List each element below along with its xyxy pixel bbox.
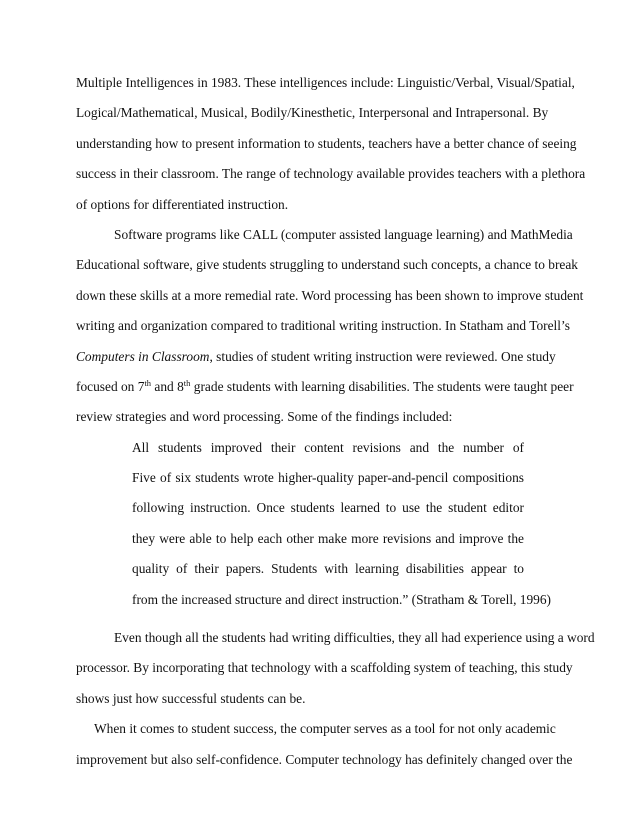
superscript: th xyxy=(144,377,152,388)
paragraph-student-success xyxy=(76,714,573,775)
text-line: Multiple Intelligences in 1983. These intelligences include: Linguistic/Verbal, Visual/Spatial, xyxy=(76,75,575,90)
superscript: th xyxy=(183,377,191,388)
quote-line: following instruction. Once students learned to use the student editor xyxy=(132,500,524,516)
quote-line: Five of six students wrote higher-quality paper-and-pencil compositions xyxy=(132,470,524,486)
text-line xyxy=(76,342,560,372)
text-line: shows just how successful students can be. xyxy=(76,690,306,706)
text-line: improvement but also self-confidence. Computer technology has definitely changed over the xyxy=(76,751,573,767)
quote-line: All students improved their content revisions and the number of xyxy=(132,439,524,455)
text-line: Even though all the students had writing difficulties, they all had experience using a word xyxy=(114,630,595,646)
text-line: Logical/Mathematical, Musical, Bodily/Kinesthetic, Interpersonal and Intrapersonal. By xyxy=(76,105,549,121)
text-fragment: focused on 7 xyxy=(76,378,145,394)
paragraph-writing-difficulties xyxy=(76,623,595,714)
paragraph-multiple-intelligences xyxy=(76,68,586,220)
text-line: Software programs like CALL (computer assisted language learning) and MathMedia xyxy=(114,226,573,242)
text-line: success in their classroom. The range of technology available provides teachers with a plethora xyxy=(76,166,586,182)
text-line: Educational software, give students struggling to understand such concepts, a chance to break xyxy=(76,257,578,273)
text-line: understanding how to present information to students, teachers have a better chance of seeing xyxy=(76,135,577,151)
text-line: writing and organization compared to traditional writing instruction. In Statham and Torell’s xyxy=(76,318,570,334)
text-line: processor. By incorporating that technology with a scaffolding system of teaching, this study xyxy=(76,660,573,676)
quote-line: they were able to help each other make more revisions and improve the xyxy=(132,530,524,546)
paragraph-software-programs xyxy=(76,220,584,433)
text-fragment: and 8 xyxy=(151,378,184,394)
text-line: When it comes to student success, the computer serves as a tool for not only academic xyxy=(94,721,556,737)
book-title: Computers in Classroom xyxy=(76,348,210,364)
quote-line: from the increased structure and direct instruction.” (Stratham & Torell, 1996) xyxy=(132,591,551,607)
text-fragment: , studies of student writing instruction were reviewed. One study xyxy=(209,348,556,364)
block-quote xyxy=(76,433,560,615)
text-fragment: grade students with learning disabilities. The students were taught peer xyxy=(190,378,574,394)
text-line xyxy=(76,372,574,402)
text-line: down these skills at a more remedial rate. Word processing has been shown to improve student xyxy=(76,287,584,303)
quote-line: quality of their papers. Students with learning disabilities appear to xyxy=(132,561,524,577)
text-line: of options for differentiated instruction. xyxy=(76,196,289,212)
text-line: review strategies and word processing. Some of the findings included: xyxy=(76,409,453,425)
paragraph-gap xyxy=(76,615,560,623)
document-body xyxy=(76,68,595,775)
